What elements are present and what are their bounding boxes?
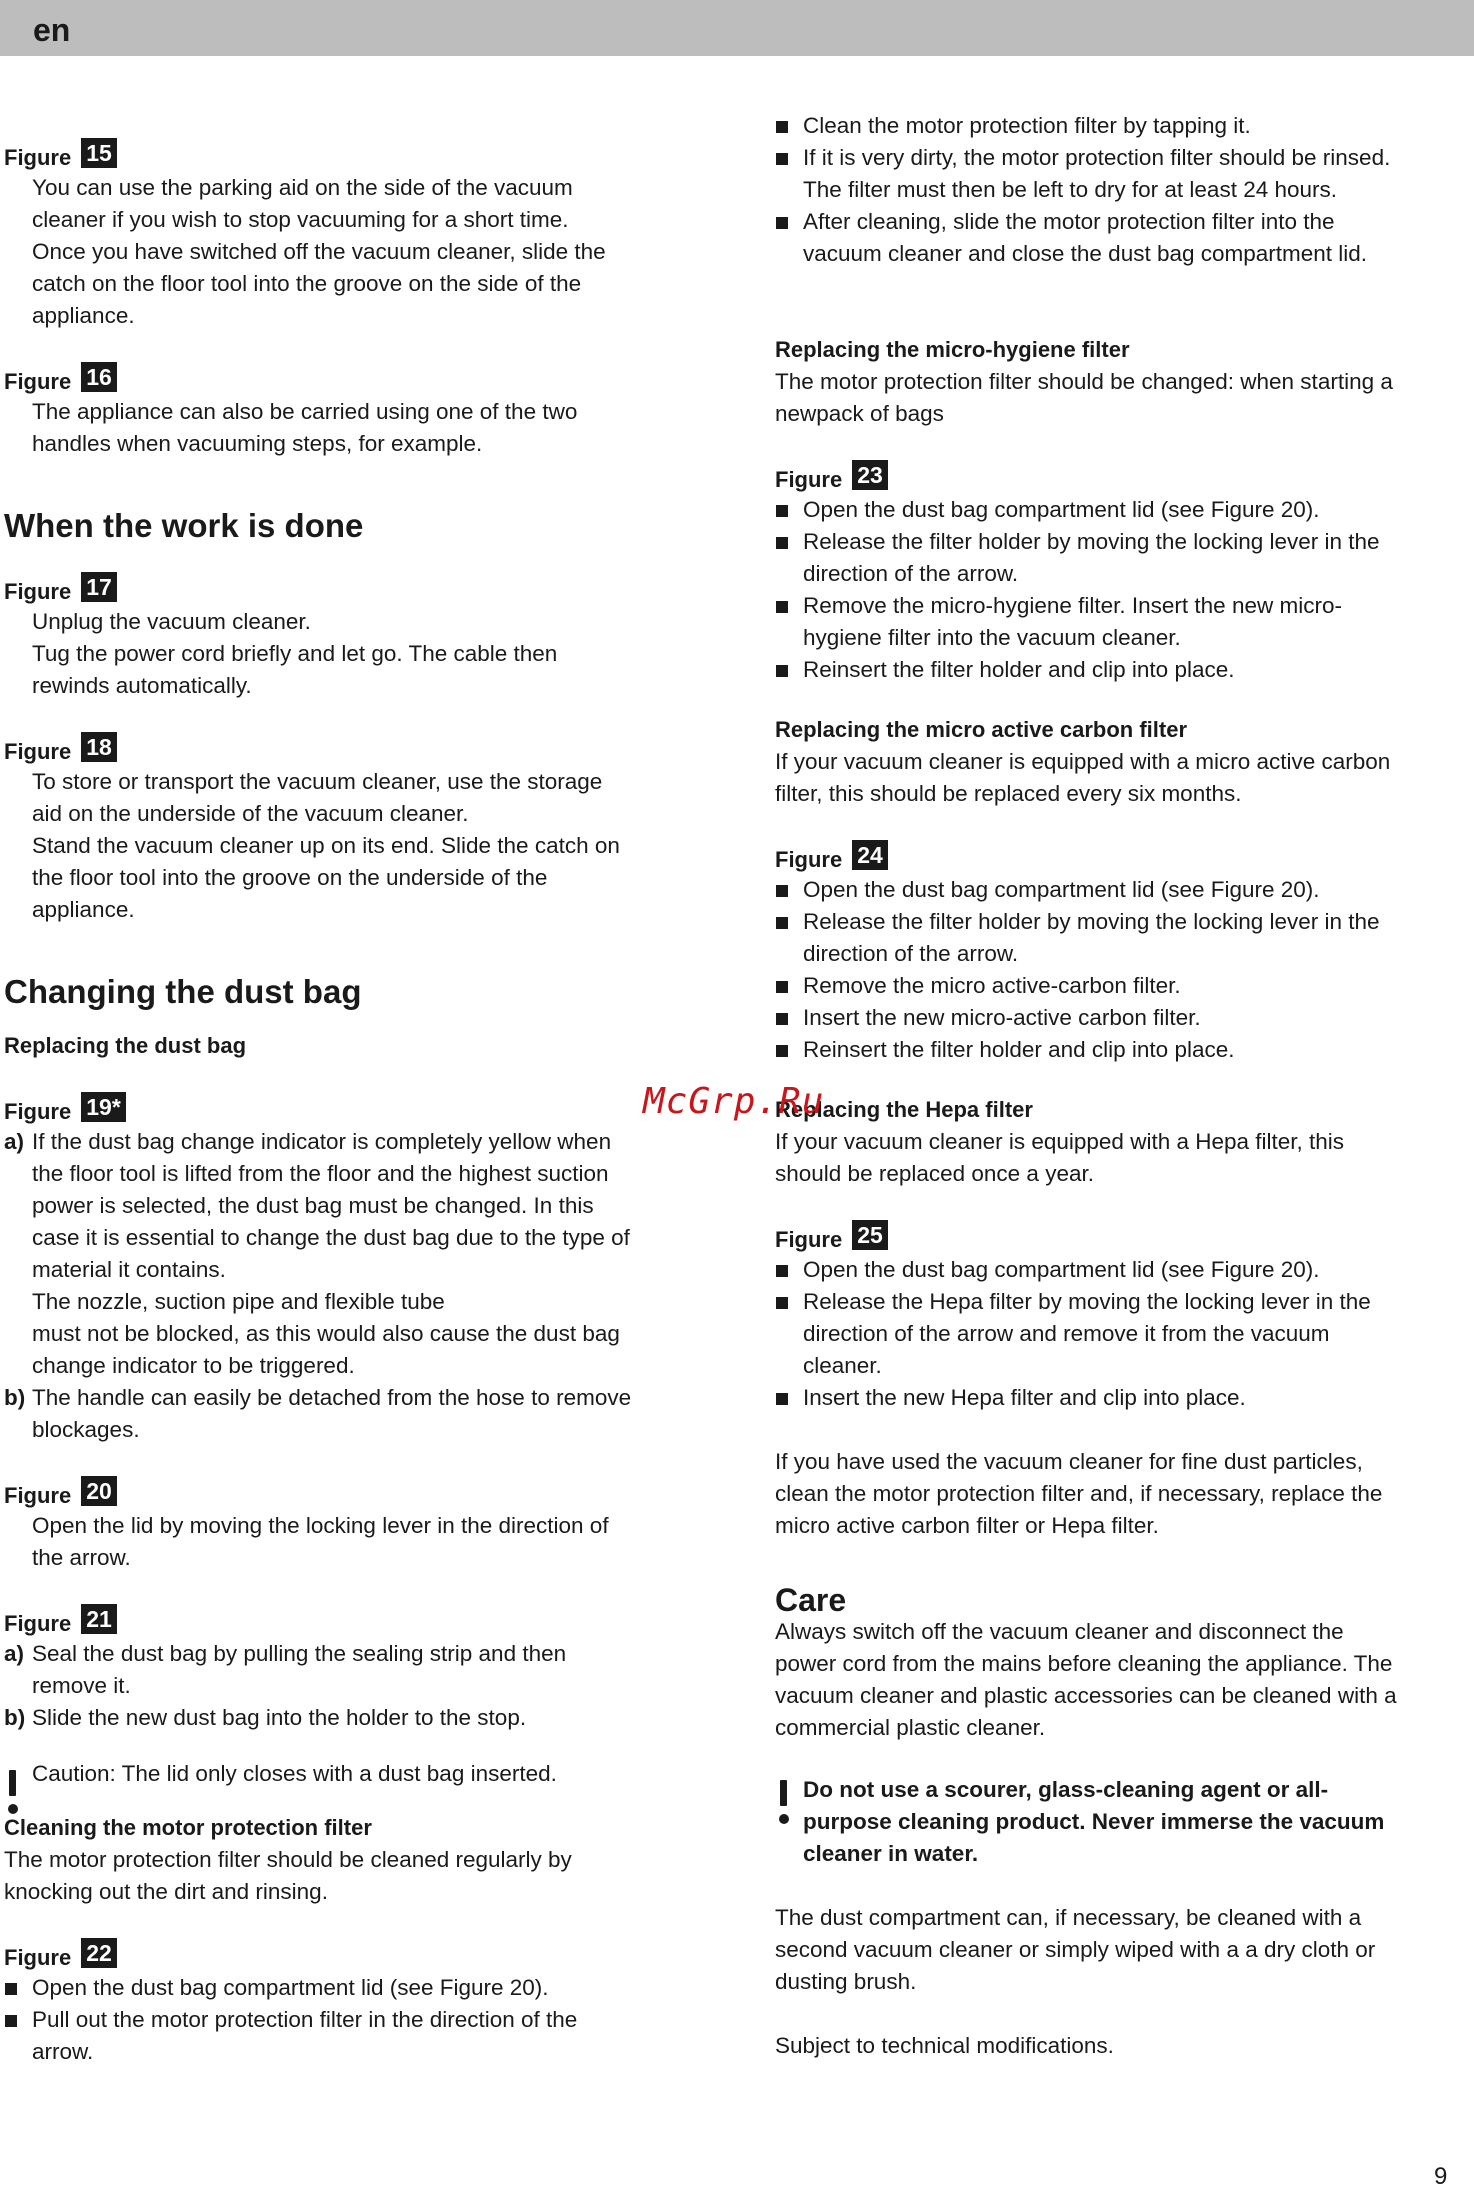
text-line: The nozzle, suction pipe and flexible tube	[32, 1289, 445, 1314]
dust-compartment-text	[775, 1902, 1474, 1998]
item-letter: a)	[4, 1129, 25, 1154]
text-line: Slide the new dust bag into the holder to the stop.	[32, 1705, 527, 1730]
subheading-hepa: Replacing the Hepa filter	[775, 1097, 1033, 1122]
text-line: appliance.	[32, 303, 135, 328]
bullet-item	[775, 1382, 1474, 1414]
section-heading-care: Care	[775, 1582, 847, 1618]
spacer	[775, 1998, 1474, 2030]
text-line: Insert the new micro-active carbon filter.	[803, 1005, 1201, 1030]
item-letter: b)	[4, 1705, 26, 1730]
text-line: Pull out the motor protection filter in the direction of the	[32, 2007, 578, 2032]
text-line: The dust compartment can, if necessary, be cleaned with a	[775, 1905, 1362, 1930]
text-line: The motor protection filter should be changed: when starting a	[775, 369, 1393, 394]
text-line: cleaner if you wish to stop vacuuming for a short time.	[32, 207, 569, 232]
text-line: blockages.	[32, 1417, 140, 1442]
figure-word: Figure	[4, 739, 72, 764]
figure-15-text	[4, 172, 704, 332]
text-line: direction of the arrow.	[803, 561, 1019, 586]
bullet-item	[775, 526, 1474, 590]
exclamation-icon	[777, 1780, 789, 1828]
text-line: rewinds automatically.	[32, 673, 252, 698]
bullet-item	[775, 206, 1474, 270]
text-line: dusting brush.	[775, 1969, 917, 1994]
text-line: If the dust bag change indicator is completely yellow when	[32, 1129, 612, 1154]
figure-21-item-a	[4, 1638, 704, 1702]
bullet-item	[775, 1034, 1474, 1066]
text-line: remove it.	[32, 1673, 131, 1698]
bullet-item	[775, 654, 1474, 686]
bullet-item	[775, 1254, 1474, 1286]
text-line: cleaner.	[803, 1353, 882, 1378]
text-line: should be replaced once a year.	[775, 1161, 1094, 1186]
figure-number-badge: 24	[852, 840, 888, 870]
text-line: Open the dust bag compartment lid (see Figure 20).	[803, 497, 1320, 522]
text-line: Do not use a scourer, glass-cleaning agent or all-	[803, 1777, 1329, 1802]
carbon-text	[775, 746, 1474, 810]
figure-23-label	[775, 458, 1474, 494]
text-line: arrow.	[32, 2039, 94, 2064]
text-line: purpose cleaning product. Never immerse the vacuum	[803, 1809, 1385, 1834]
text-line: the floor tool is lifted from the floor and the highest suction	[32, 1161, 609, 1186]
spacer	[775, 1414, 1474, 1446]
figure-number-badge: 25	[852, 1220, 888, 1250]
text-line: Release the Hepa filter by moving the locking lever in the	[803, 1289, 1371, 1314]
figure-number-badge: 20	[81, 1476, 117, 1506]
figure-number-badge: 17	[81, 572, 117, 602]
text-line: direction of the arrow.	[803, 941, 1019, 966]
figure-number-badge: 21	[81, 1604, 117, 1634]
text-line: catch on the floor tool into the groove on the side of the	[32, 271, 582, 296]
text-line: power cord from the mains before cleaning the appliance. The	[775, 1651, 1393, 1676]
figure-word: Figure	[775, 1227, 843, 1252]
text-line: If your vacuum cleaner is equipped with a Hepa filter, this	[775, 1129, 1345, 1154]
text-line: If you have used the vacuum cleaner for fine dust particles,	[775, 1449, 1363, 1474]
section-heading-dust-bag: Changing the dust bag	[4, 973, 362, 1010]
text-line: Stand the vacuum cleaner up on its end. Slide the catch on	[32, 833, 620, 858]
figure-16-text	[4, 396, 704, 460]
text-line: aid on the underside of the vacuum cleaner.	[32, 801, 469, 826]
figure-number-badge: 23	[852, 460, 888, 490]
fine-dust-text	[775, 1446, 1474, 1542]
text-line: power is selected, the dust bag must be changed. In this	[32, 1193, 594, 1218]
bullet-item	[775, 110, 1474, 142]
bullet-item	[775, 590, 1474, 654]
figure-21-label	[4, 1602, 704, 1638]
watermark-text: McGrp.Ru	[643, 1081, 825, 1122]
figure-number-badge: 15	[81, 138, 117, 168]
text-line: The appliance can also be carried using one of the two	[32, 399, 578, 424]
figure-word: Figure	[4, 145, 72, 170]
text-line: Release the filter holder by moving the locking lever in the	[803, 529, 1380, 554]
text-line: Tug the power cord briefly and let go. The cable then	[32, 641, 558, 666]
bullet-item	[4, 1972, 704, 2004]
page-number: 9	[1434, 2163, 1448, 2190]
text-line: cleaner in water.	[803, 1841, 979, 1866]
figure-19-item-b	[4, 1382, 704, 1446]
figure-20-text	[4, 1510, 704, 1574]
text-line: handles when vacuuming steps, for example.	[32, 431, 483, 456]
text-line: appliance.	[32, 897, 135, 922]
figure-18-text	[4, 766, 704, 926]
text-line: micro active carbon filter or Hepa filter.	[775, 1513, 1159, 1538]
text-line: Reinsert the filter holder and clip into place.	[803, 657, 1235, 682]
text-line: The filter must then be left to dry for at least 24 hours.	[803, 177, 1338, 202]
text-line: case it is essential to change the dust bag due to the type of	[32, 1225, 630, 1250]
text-line: vacuum cleaner and plastic accessories can be cleaned with a	[775, 1683, 1397, 1708]
text-line: Open the dust bag compartment lid (see Figure 20).	[803, 877, 1320, 902]
hepa-text	[775, 1126, 1474, 1190]
text-line: vacuum cleaner and close the dust bag compartment lid.	[803, 241, 1368, 266]
subheading-micro-hygiene: Replacing the micro-hygiene filter	[775, 337, 1130, 362]
text-line: Insert the new Hepa filter and clip into place.	[803, 1385, 1246, 1410]
figure-word: Figure	[4, 1945, 72, 1970]
figure-word: Figure	[4, 369, 72, 394]
warning-note	[775, 1774, 1474, 1870]
text-line: You can use the parking aid on the side of the vacuum	[32, 175, 573, 200]
text-line: Seal the dust bag by pulling the sealing strip and then	[32, 1641, 567, 1666]
figure-17-label	[4, 570, 704, 606]
figure-19-label	[4, 1090, 704, 1126]
subject-to-modifications: Subject to technical modifications.	[775, 2033, 1114, 2058]
micro-hygiene-text	[775, 366, 1474, 430]
text-line: Unplug the vacuum cleaner.	[32, 609, 311, 634]
spacer	[775, 1870, 1474, 1902]
item-letter: b)	[4, 1385, 26, 1410]
bullet-item	[775, 874, 1474, 906]
text-line: clean the motor protection filter and, if necessary, replace the	[775, 1481, 1383, 1506]
bullet-item	[775, 142, 1474, 206]
text-line: commercial plastic cleaner.	[775, 1715, 1046, 1740]
figure-word: Figure	[4, 1611, 72, 1636]
right-column	[775, 110, 1474, 2062]
text-line: If your vacuum cleaner is equipped with a micro active carbon	[775, 749, 1391, 774]
text-line: To store or transport the vacuum cleaner, use the storage	[32, 769, 603, 794]
text-line: Always switch off the vacuum cleaner and disconnect the	[775, 1619, 1344, 1644]
text-line: knocking out the dirt and rinsing.	[4, 1879, 328, 1904]
text-line: The motor protection filter should be cleaned regularly by	[4, 1847, 572, 1872]
figure-word: Figure	[4, 579, 72, 604]
text-line: must not be blocked, as this would also cause the dust bag	[32, 1321, 620, 1346]
bullet-item	[775, 970, 1474, 1002]
bullet-item	[4, 2004, 704, 2068]
subheading-cleaning-motor-filter: Cleaning the motor protection filter	[4, 1815, 372, 1840]
text-line: change indicator to be triggered.	[32, 1353, 355, 1378]
text-line: newpack of bags	[775, 401, 944, 426]
text-line: After cleaning, slide the motor protection filter into the	[803, 209, 1335, 234]
bullet-item	[775, 1002, 1474, 1034]
figure-15-label	[4, 136, 704, 172]
caution-note	[4, 1758, 704, 1790]
text-line: hygiene filter into the vacuum cleaner.	[803, 625, 1181, 650]
figure-18-label	[4, 730, 704, 766]
figure-17-text	[4, 606, 704, 702]
section-heading-work-done: When the work is done	[4, 507, 364, 544]
text-line: second vacuum cleaner or simply wiped with a a dry cloth or	[775, 1937, 1376, 1962]
text-line: Reinsert the filter holder and clip into place.	[803, 1037, 1235, 1062]
subheading-replacing-dust-bag: Replacing the dust bag	[4, 1033, 247, 1058]
figure-number-badge: 18	[81, 732, 117, 762]
left-column	[4, 112, 704, 2068]
subheading-micro-carbon: Replacing the micro active carbon filter	[775, 717, 1188, 742]
item-letter: a)	[4, 1641, 25, 1666]
figure-word: Figure	[775, 847, 843, 872]
figure-word: Figure	[4, 1483, 72, 1508]
figure-number-badge: 22	[81, 1938, 117, 1968]
figure-24-label	[775, 838, 1474, 874]
motor-filter-text	[4, 1844, 704, 1908]
text-line: Clean the motor protection filter by tapping it.	[803, 113, 1251, 138]
figure-19-item-a	[4, 1126, 704, 1382]
text-line: material it contains.	[32, 1257, 226, 1282]
text-line: direction of the arrow and remove it from the vacuum	[803, 1321, 1330, 1346]
text-line: If it is very dirty, the motor protection filter should be rinsed.	[803, 145, 1391, 170]
figure-16-label	[4, 360, 704, 396]
figure-22-label	[4, 1936, 704, 1972]
bullet-item	[775, 1286, 1474, 1382]
figure-word: Figure	[4, 1099, 72, 1124]
text-line: filter, this should be replaced every six months.	[775, 781, 1242, 806]
exclamation-icon	[6, 1770, 18, 1818]
text-line: the arrow.	[32, 1545, 131, 1570]
header-bar	[0, 0, 1474, 56]
text-line: Remove the micro-hygiene filter. Insert the new micro-	[803, 593, 1342, 618]
bullet-item	[775, 494, 1474, 526]
text-line: The handle can easily be detached from the hose to remove	[32, 1385, 632, 1410]
figure-word: Figure	[775, 467, 843, 492]
caution-text: Caution: The lid only closes with a dust bag inserted.	[32, 1761, 557, 1786]
text-line: Open the dust bag compartment lid (see Figure 20).	[32, 1975, 549, 2000]
care-text	[775, 1616, 1474, 1744]
bullet-item	[775, 906, 1474, 970]
figure-number-badge: 16	[81, 362, 117, 392]
text-line: Remove the micro active-carbon filter.	[803, 973, 1181, 998]
text-line: Open the dust bag compartment lid (see Figure 20).	[803, 1257, 1320, 1282]
text-line: the floor tool into the groove on the underside of the	[32, 865, 548, 890]
figure-20-label	[4, 1474, 704, 1510]
figure-25-label	[775, 1218, 1474, 1254]
text-line: Release the filter holder by moving the locking lever in the	[803, 909, 1380, 934]
text-line: Once you have switched off the vacuum cleaner, slide the	[32, 239, 606, 264]
text-line: Open the lid by moving the locking lever in the direction of	[32, 1513, 609, 1538]
figure-21-item-b	[4, 1702, 704, 1734]
figure-number-badge: 19*	[81, 1092, 126, 1122]
language-code: en	[33, 12, 71, 48]
